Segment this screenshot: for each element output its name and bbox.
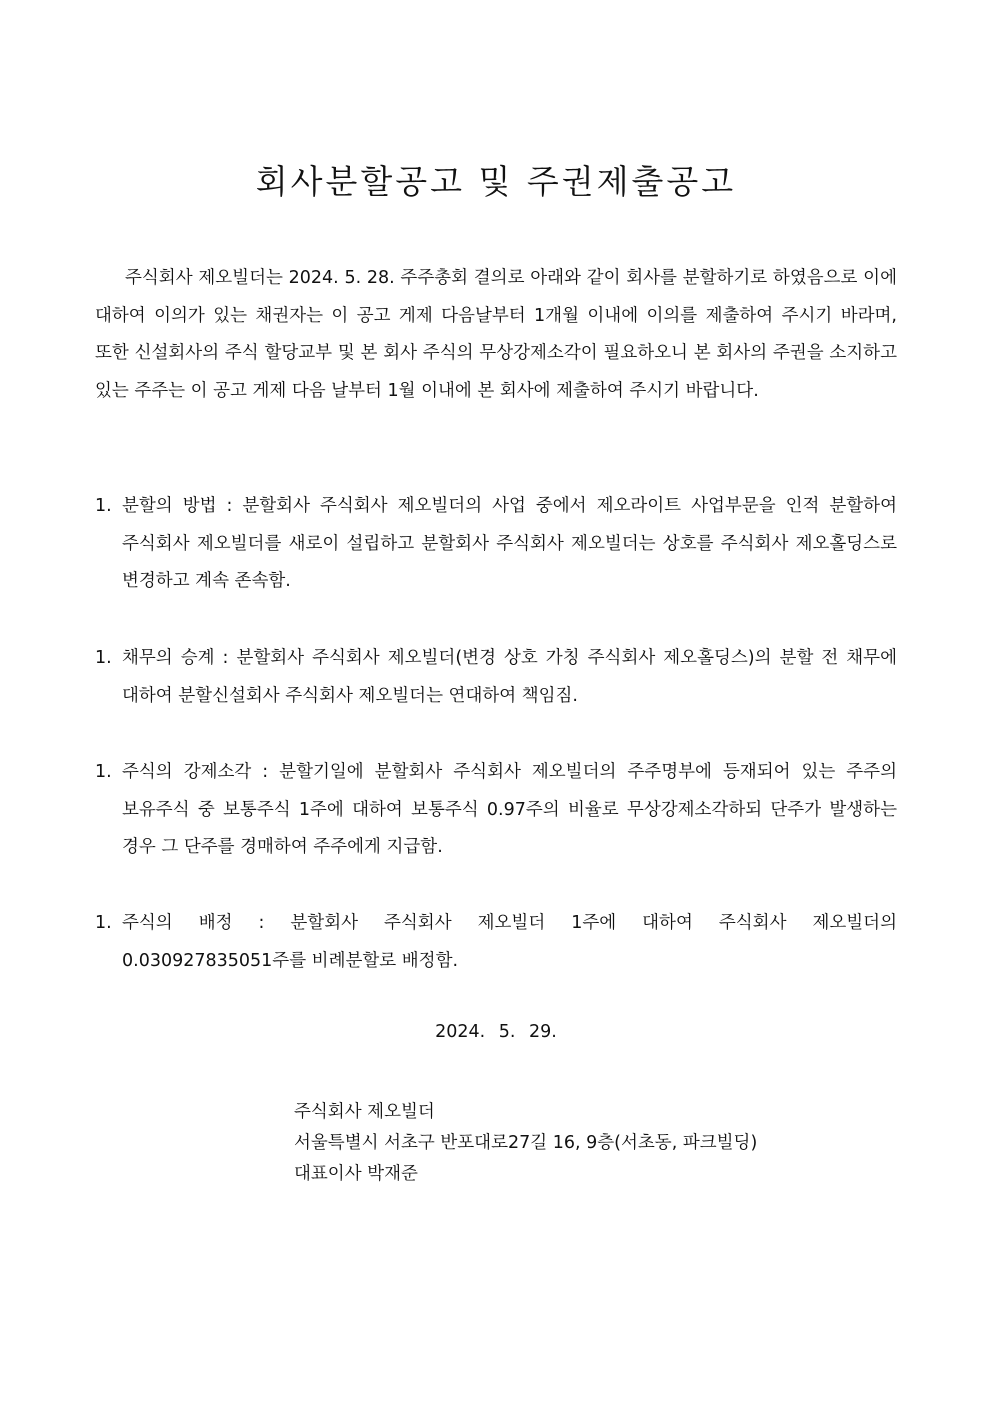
list-item-text: 주식의 강제소각 : 분할기일에 분할회사 주식회사 제오빌더의 주주명부에 등재되어 있는 주주의 보유주식 중 보통주식 1주에 대하여 보통주식 0.97주의 비율로 무상강제소각하되 단주가 발생하는 경우 그 단주를 경매하여 주주에게 지급함. [122,762,897,857]
list-item-number: 1. [95,496,112,516]
list-item-split-method [95,488,897,601]
list-item-text: 분할의 방법 : 분할회사 주식회사 제오빌더의 사업 중에서 제오라이트 사업부문을 인적 분할하여 주식회사 제오빌더를 새로이 설립하고 분할회사 주식회사 제오빌더는 상호를 주식회사 제오홀딩스로 변경하고 계속 존속함. [122,496,897,591]
company-address: 서울특별시 서초구 반포대로27길 16, 9층(서초동, 파크빌딩) [294,1133,758,1153]
signature-block [294,1097,757,1190]
list-item-debt-succession [95,640,897,715]
list-item-share-cancellation [95,754,897,867]
list-item-text: 채무의 승계 : 분할회사 주식회사 제오빌더(변경 상호 가칭 주식회사 제오홀딩스)의 분할 전 채무에 대하여 분할신설회사 주식회사 제오빌더는 연대하여 책임짐. [122,648,897,706]
list-item-share-allocation [95,905,897,980]
list-item-text: 주식의 배정 : 분할회사 주식회사 제오빌더 1주에 대하여 주식회사 제오빌더의 0.030927835051주를 비례분할로 배정함. [122,913,897,971]
intro-paragraph: 주식회사 제오빌더는 2024. 5. 28. 주주총회 결의로 아래와 같이 회사를 분할하기로 하였음으로 이에 대하여 이의가 있는 채권자는 이 공고 게제 다음날부터 1개월 이내에 이의를 제출하여 주시기 바라며, 또한 신설회사의 주식 할당교부 및 본 회사 주식의 무상강제소각이 필요하오니 본 회사의 주권을 소지하고 있는 주주는 이 공고 게제 다음 날부터 1월 이내에 본 회사에 제출하여 주시기 바랍니다. [95,268,897,401]
company-name: 주식회사 제오빌더 [294,1102,435,1122]
list-item-number: 1. [95,762,112,782]
notice-date: 2024. 5. 29. [435,1022,557,1042]
representative-name: 대표이사 박재준 [294,1164,418,1184]
document-title: 회사분할공고 및 주권제출공고 [255,162,737,201]
list-item-number: 1. [95,648,112,668]
list-item-number: 1. [95,913,112,933]
